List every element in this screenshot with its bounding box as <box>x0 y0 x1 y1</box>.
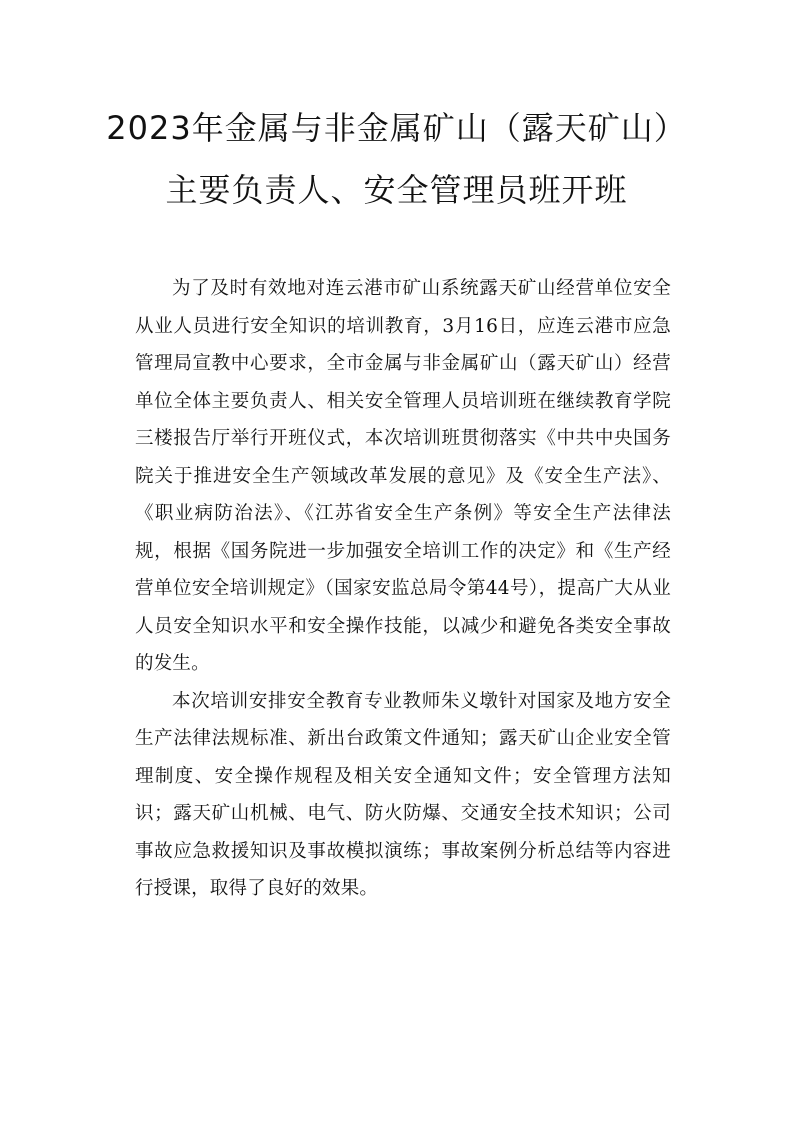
title-line-2: 主要负责人、安全管理员班开班 <box>165 171 628 209</box>
body-text <box>135 270 671 908</box>
paragraph-2: 本次培训安排安全教育专业教师朱义墩针对国家及地方安全生产法律法规标准、新出台政策文件通知；露天矿山企业安全管理制度、安全操作规程及相关安全通知文件；安全管理方法知识；露天矿山机械、电气、防火防爆、交通安全技术知识；公司事故应急救援知识及事故模拟演练；事故案例分析总结等内容进行授课，取得了良好的效果。 <box>135 690 671 899</box>
title-line-1: 2023年金属与非金属矿山（露天矿山） <box>106 109 687 147</box>
paragraph-1: 为了及时有效地对连云港市矿山系统露天矿山经营单位安全从业人员进行安全知识的培训教育，3月16日，应连云港市应急管理局宣教中心要求，全市金属与非金属矿山（露天矿山）经营单位全体主要负责人、相关安全管理人员培训班在继续教育学院三楼报告厅举行开班仪式，本次培训班贯彻落实《中共中央国务院关于推进安全生产领域改革发展的意见》及《安全生产法》、《职业病防治法》、《江苏省安全生产条例》等安全生产法律法规，根据《国务院进一步加强安全培训工作的决定》和《生产经营单位安全培训规定》（国家安监总局令第44号），提高广大从业人员安全知识水平和安全操作技能，以减少和避免各类安全事故的发生。 <box>135 278 671 674</box>
